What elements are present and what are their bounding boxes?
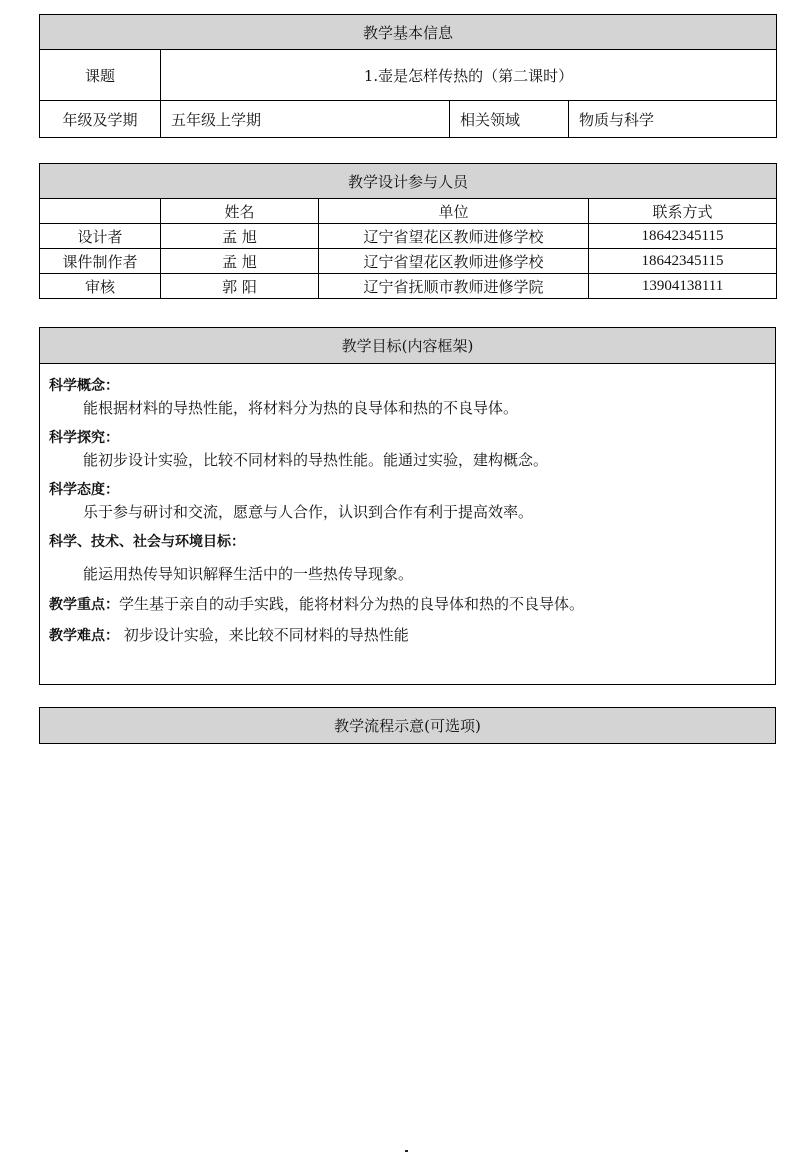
difficulty-label: 教学难点： <box>49 628 119 644</box>
participant-role: 课件制作者 <box>40 249 161 274</box>
table-row <box>40 274 777 299</box>
topic-label: 课题 <box>40 50 161 101</box>
column-header: 单位 <box>319 199 589 224</box>
goals-content <box>40 364 776 685</box>
goal-heading: 科学态度： <box>49 482 119 498</box>
table-row <box>40 224 777 249</box>
flow-header: 教学流程示意(可选项) <box>40 708 776 744</box>
participant-unit: 辽宁省望花区教师进修学校 <box>319 224 589 249</box>
key-point <box>49 593 766 616</box>
goal-text: 能根据材料的导热性能，将材料分为热的良导体和热的不良导体。 <box>83 399 519 417</box>
participants-column-headers <box>40 199 777 224</box>
table-row <box>40 249 777 274</box>
participant-role: 设计者 <box>40 224 161 249</box>
participant-unit: 辽宁省望花区教师进修学校 <box>319 249 589 274</box>
participant-unit: 辽宁省抚顺市教师进修学院 <box>319 274 589 299</box>
page-mark <box>405 1150 408 1152</box>
difficulty-text: 初步设计实验，来比较不同材料的导热性能 <box>119 626 409 644</box>
goal-text: 能初步设计实验，比较不同材料的导热性能。能通过实验，建构概念。 <box>83 451 549 469</box>
goal-text: 能运用热传导知识解释生活中的一些热传导现象。 <box>83 565 414 583</box>
key-point-text: 学生基于亲自的动手实践，能将材料分为热的良导体和热的不良导体。 <box>119 595 585 613</box>
goal-heading: 科学、技术、社会与环境目标： <box>49 534 245 550</box>
participant-name: 孟 旭 <box>161 249 319 274</box>
participants-header: 教学设计参与人员 <box>40 164 777 199</box>
topic-value: 1.壶是怎样传热的（第二课时） <box>161 50 777 101</box>
basic-info-table <box>39 14 777 138</box>
participant-phone: 13904138111 <box>589 274 777 299</box>
participants-table <box>39 163 777 299</box>
field-value: 物质与科学 <box>569 101 777 138</box>
grade-label: 年级及学期 <box>40 101 161 138</box>
goal-heading: 科学探究： <box>49 430 119 446</box>
participant-name: 孟 旭 <box>161 224 319 249</box>
column-header: 联系方式 <box>589 199 777 224</box>
goal-text: 乐于参与研讨和交流，愿意与人合作，认识到合作有利于提高效率。 <box>83 503 534 521</box>
column-header <box>40 199 161 224</box>
goals-table <box>39 327 776 685</box>
participant-role: 审核 <box>40 274 161 299</box>
participant-phone: 18642345115 <box>589 249 777 274</box>
difficulty <box>49 624 766 647</box>
column-header: 姓名 <box>161 199 319 224</box>
flow-table <box>39 707 776 744</box>
field-label: 相关领域 <box>450 101 569 138</box>
basic-info-header: 教学基本信息 <box>40 15 777 50</box>
goals-header: 教学目标(内容框架) <box>40 328 776 364</box>
key-point-label: 教学重点： <box>49 597 119 613</box>
grade-value: 五年级上学期 <box>161 101 450 138</box>
goal-heading: 科学概念： <box>49 378 119 394</box>
participant-phone: 18642345115 <box>589 224 777 249</box>
participant-name: 郭 阳 <box>161 274 319 299</box>
